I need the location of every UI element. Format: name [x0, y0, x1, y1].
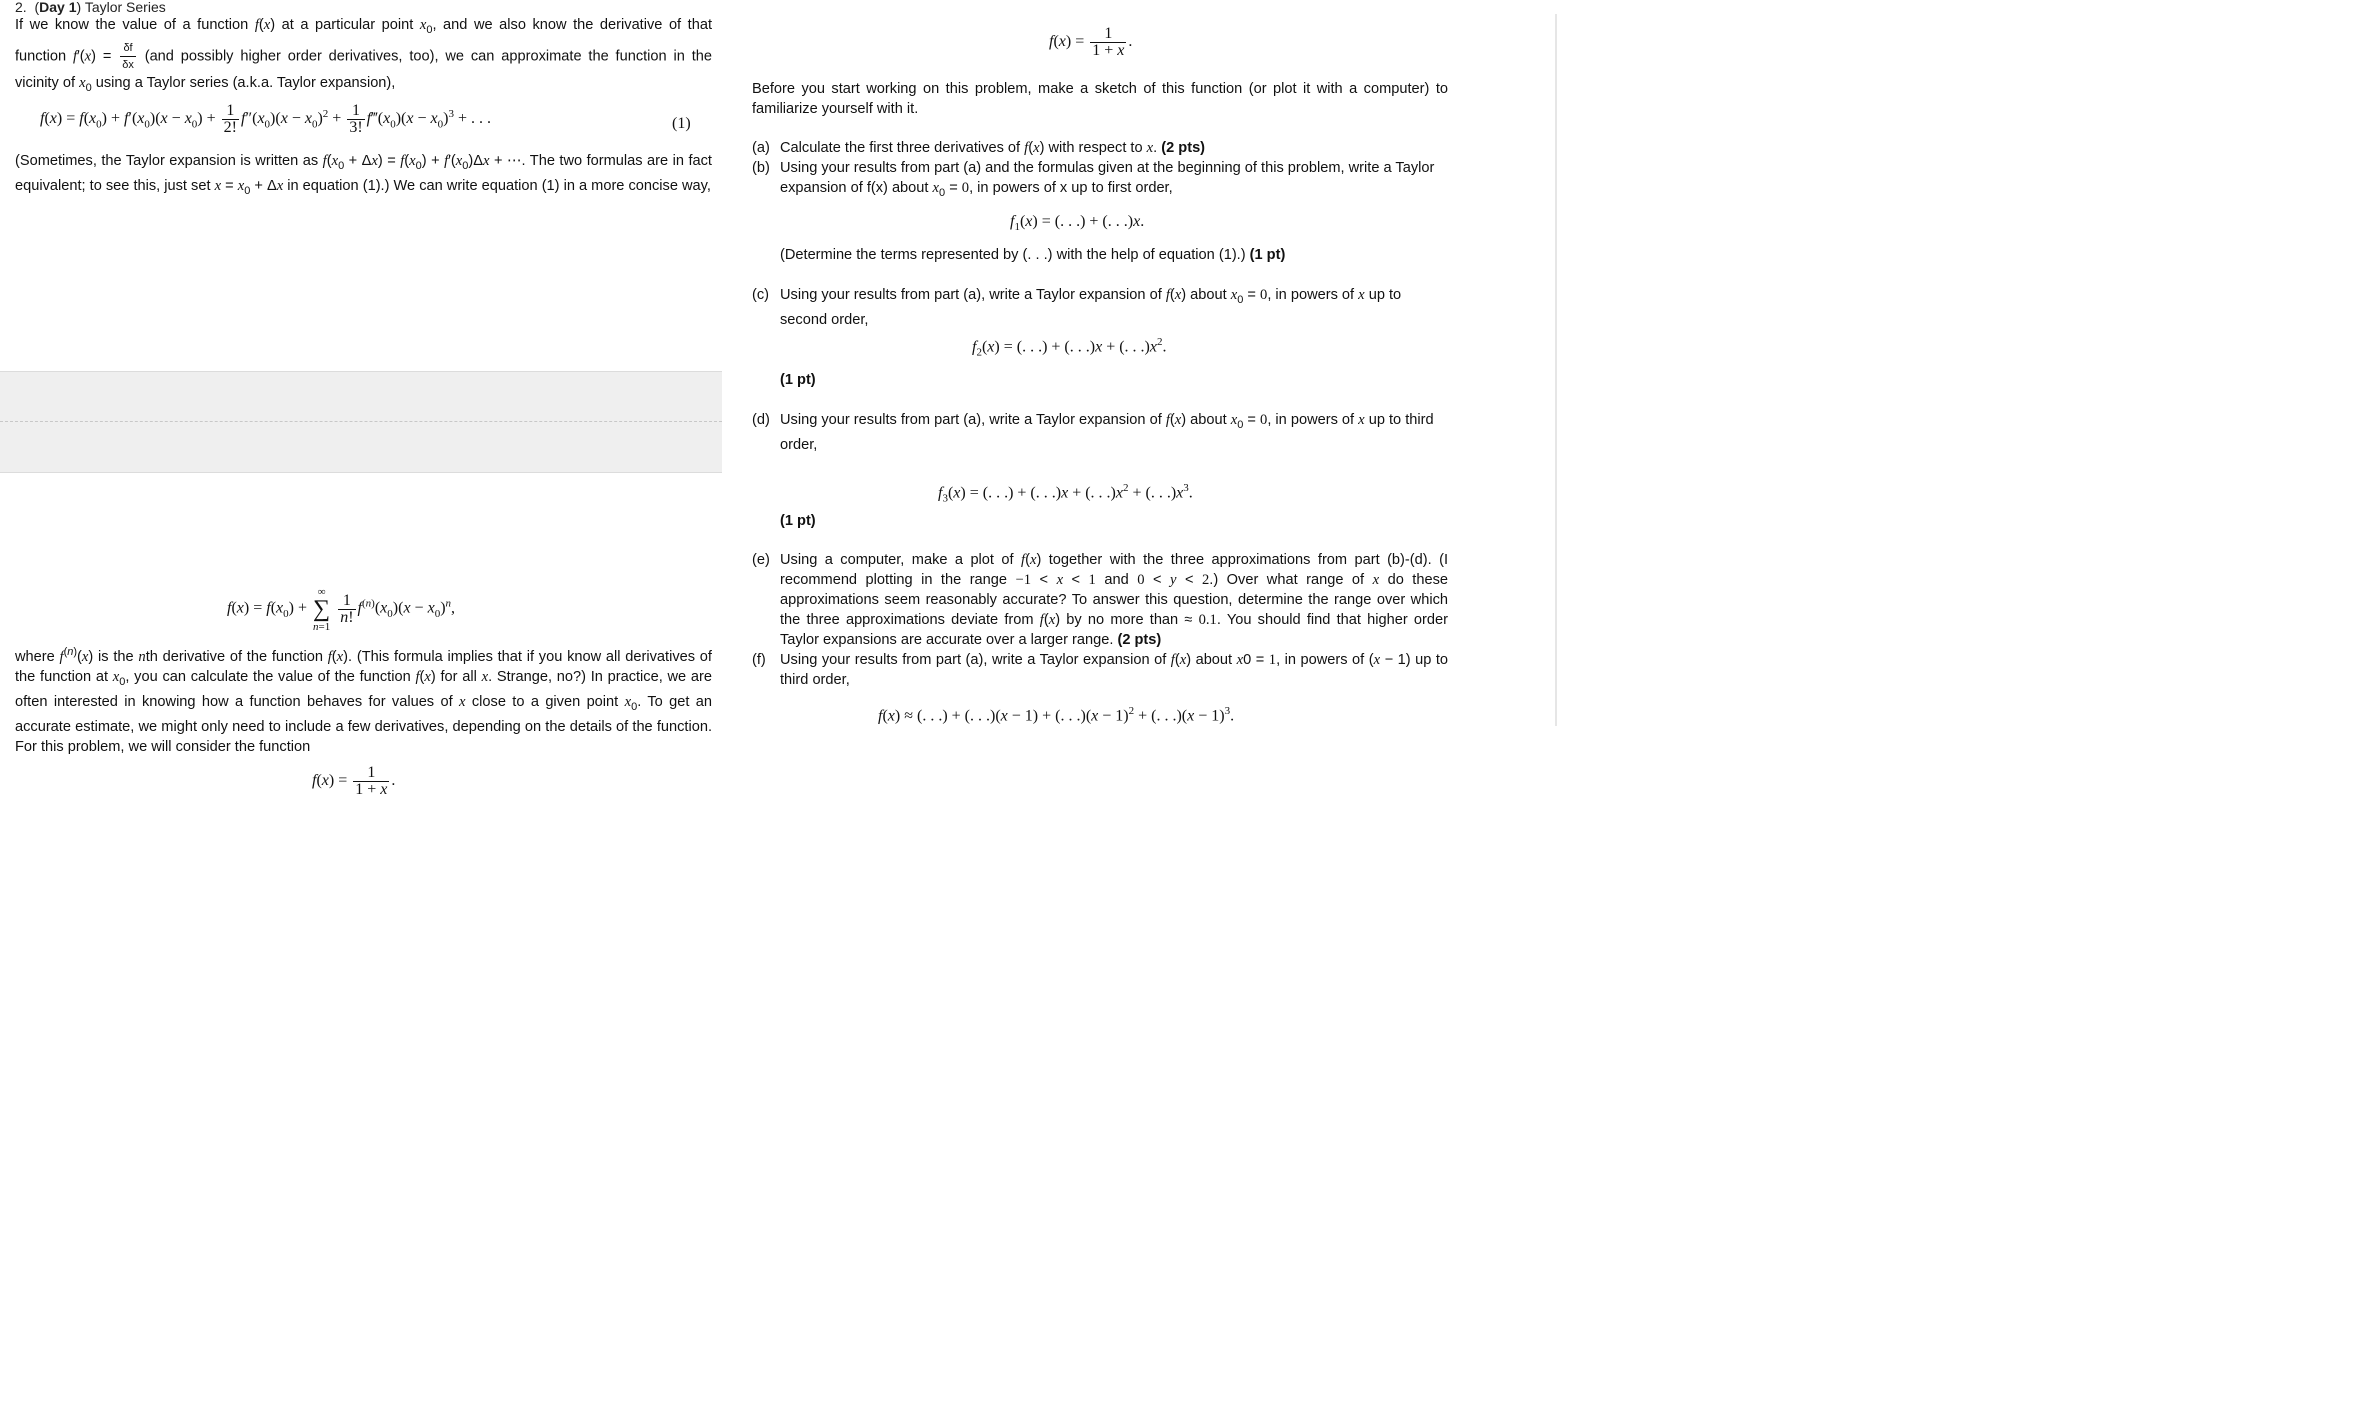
problem-header: 2. (Day 1) Taylor Series — [15, 0, 166, 15]
part-d: (d) Using your results from part (a), write a Taylor expansion of f(x) about $x_0 = 0$, in powers of x up to third order, — [752, 412, 1434, 453]
problem-number: 2. — [15, 0, 27, 15]
function-definition-left: f(x) = $\frac{1}{1 + x}$ . — [312, 764, 396, 798]
taylor-sum-equation: $f(x) = f(x_0)$ + ∞ ∑ n=1 $\frac{1}{n!}$ $f^{(n)}(x_0)(x - x_0)^n$, — [227, 586, 456, 633]
part-c: (c) Using your results from part (a), write a Taylor expansion of f(x) about $x_0 = 0$, in powers of x up to second order, — [752, 287, 1402, 328]
f2-equation: $f_2(x)$ = (. . .) + (. . .)x + (. . $.)x^2$. — [972, 336, 1167, 359]
page-break-band — [0, 371, 722, 473]
part-a-points: (2 pts) — [1161, 140, 1206, 156]
part-d-points: (1 pt) — [780, 513, 816, 529]
where-paragraph: where $f^{(n)}(x)$ is the nth derivative of the function f(x). (This formula implies that if you know all derivatives of the function at $x_0$, you can calculate the value of the function f(x) for all x. Strange, no?) In practice, we are often interested in knowing how a function behaves for values of x close to a given point $x_0$. To get an accurate estimate, we might only need to include a few derivatives, depending on the details of the function. For this problem, we will consider the function — [15, 646, 713, 755]
f1-equation: $f_1(x)$ = (. . .) + (. . .)x. — [1010, 213, 1145, 234]
page-edge-line — [1555, 14, 1557, 726]
part-a: (a) Calculate the first three derivatives of f(x) with respect to x. (2 pts) — [752, 140, 1206, 156]
problem-title: Taylor Series — [84, 0, 166, 15]
equation-number-1: (1) — [672, 115, 691, 132]
part-f: (f) Using your results from part (a), write a Taylor expansion of f(x) about x0 = 1, in powers of (x − 1) up to third order, — [752, 652, 1449, 688]
taylor-equation-1: $f(x) = f(x_0) + f'(x_0)(x - x_0)$ + $\frac{1}{2!}$ $f''(x_0)(x - x_0)^2$ + $\frac{1}{3!}$ $f‴(x_0)(x - x_0)^3$ + . . . — [40, 102, 491, 136]
page-break-dash — [0, 421, 722, 422]
part-b: (b) Using your results from part (a) and the formulas given at the beginning of this problem, write a Taylor expansion of f(x) about $x_0 = 0$, in powers of x up to first order, — [752, 160, 1435, 199]
part-c-points: (1 pt) — [780, 372, 816, 388]
sometimes-paragraph: (Sometimes, the Taylor expansion is written as $f(x_0 + \Delta x) = f(x_0) + f'(x_0)\Delta x$ + ⋯. The two formulas are in fact equivalent; to see this, just set $x = x_0 + \Delta x$ in equation (1).) We can write equation (1) in a more concise way, — [15, 153, 712, 197]
intro-paragraph: If we know the value of a function f(x) at a particular point $x_0$, and we also know the derivative of that function f′(x) = $\frac{\delta f}{\delta x}$ (and possibly higher order derivatives, too), we can approximate the function in the vicinity of $x_0$ using a Taylor series (a.k.a. Taylor expansion), — [15, 17, 713, 94]
part-b-determine: (Determine the terms represented by (. . .) with the help of equation (1).) (1 pt) — [780, 247, 1286, 263]
part-e: (e) Using a computer, make a plot of f(x) together with the three approximations from part (b)-(d). (I recommend plotting in the range −1 < x < 1 and 0 < y < 2.) Over what range of x do these approximations seem reasonably accurate? To answer this question, determine the range over which the three approximations deviate from f(x) by no more than ≈ 0.1. You should find that higher order Taylor expansions are accurate over a larger range. (2 pts) — [752, 552, 1449, 648]
f3-equation: $f_3(x)$ = (. . .) + (. . .)x + (. . $.)x^2$ + (. . $.)x^3$. — [938, 482, 1193, 505]
part-e-points: (2 pts) — [1117, 632, 1162, 648]
function-definition-right: f(x) = $\frac{1}{1 + x}$ . — [1049, 25, 1133, 59]
before-paragraph: Before you start working on this problem, make a sketch of this function (or plot it with a computer) to familiarize yourself with it. — [752, 81, 1448, 117]
part-b-points: (1 pt) — [1249, 247, 1286, 263]
f-approx-equation: f(x) ≈ (. . .) + (. . .)(x − 1) + (. . $.)(x - 1)^2$ + (. . $.)(x - 1)^3$. — [878, 705, 1235, 725]
problem-day: Day 1 — [39, 0, 77, 15]
